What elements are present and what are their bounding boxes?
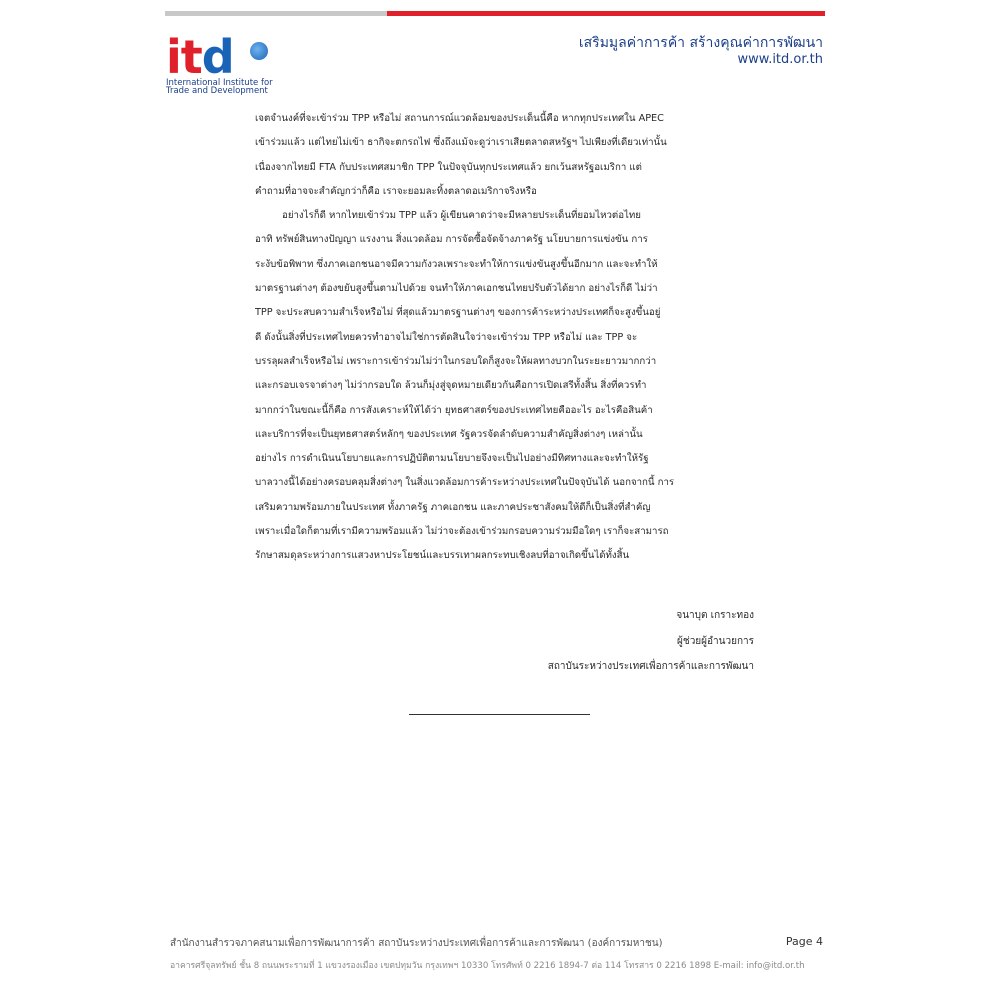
document-body — [255, 107, 760, 569]
body-line: อย่างไร การดำเนินนโยบายและการปฏิบัติตามนโยบายจึงจะเป็นไปอย่างมีทิศทางและจะทำให้รัฐ — [255, 453, 649, 465]
header-bar-red — [387, 11, 825, 16]
body-line: ระงับข้อพิพาท ซึ่งภาคเอกชนอาจมีความกังวลเพราะจะทำให้การแข่งขันสูงขึ้นอีกมาก และจะทำให้ — [255, 258, 658, 270]
body-line: อาทิ ทรัพย์สินทางปัญญา แรงงาน สิ่งแวดล้อม การจัดซื้อจัดจ้างภาครัฐ นโยบายการแข่งขัน การ — [255, 234, 648, 246]
body-line: และกรอบเจรจาต่างๆ ไม่ว่ากรอบใด ล้วนก็มุ่งสู่จุดหมายเดียวกันคือการเปิดเสรีทั้งสิ้น สิ่งที่ควรทำ — [255, 380, 647, 392]
globe-icon — [250, 42, 268, 60]
body-line: ดี ดังนั้นสิ่งที่ประเทศไทยควรทำอาจไม่ใช่การตัดสินใจว่าจะเข้าร่วม TPP หรือไม่ และ TPP จะ — [255, 331, 638, 343]
signature-position: ผู้ช่วยผู้อำนวยการ — [677, 636, 754, 647]
header-bar-grey — [165, 11, 387, 16]
body-line: บาลวางนี้ได้อย่างครอบคลุมสิ่งต่างๆ ในสิ่งแวดล้อมการค้าระหว่างประเทศในปัจจุบันได้ นอกจากนี้ การ — [255, 477, 675, 489]
logo-subtitle-line1: International Institute for — [166, 78, 273, 88]
body-line: มาตรฐานต่างๆ ต้องขยับสูงขึ้นตามไปด้วย จนทำให้ภาคเอกชนไทยปรับตัวได้ยาก อย่างไรก็ดี ไม่ว่า — [255, 283, 658, 295]
body-line: เพราะเมื่อใดก็ตามที่เรามีความพร้อมแล้ว ไม่ว่าจะต้องเข้าร่วมกรอบความร่วมมือใดๆ เราก็จะสามารถ — [255, 526, 669, 538]
body-line: บรรลุผลสำเร็จหรือไม่ เพราะการเข้าร่วมไม่ว่าในกรอบใดก็สูงจะให้ผลทางบวกในระยะยาวมากกว่า — [255, 355, 657, 367]
paragraph-start-line: อย่างไรก็ดี หากไทยเข้าร่วม TPP แล้ว ผู้เขียนคาดว่าจะมีหลายประเด็นที่ยอมไหวต่อไทย — [282, 210, 641, 222]
footer-address: อาคารศรีจุลทรัพย์ ชั้น 8 ถนนพระรามที่ 1 แขวงรองเมือง เขตปทุมวัน กรุงเทพฯ 10330 โทรศัพท์ 0 2216 1894-7 ต่อ 114 โทรสาร 0 2216 1898 E-mail: info@itd.or.th — [170, 961, 805, 971]
divider-line — [409, 714, 590, 715]
logo-subtitle-line2: Trade and Development — [166, 86, 268, 96]
logo-subtitle — [166, 79, 273, 95]
body-line: เนื่องจากไทยมี FTA กับประเทศสมาชิก TPP ในปัจจุบันทุกประเทศแล้ว ยกเว้นสหรัฐอเมริกา แต่ — [255, 161, 642, 173]
signature-organization: สถาบันระหว่างประเทศเพื่อการค้าและการพัฒนา — [547, 661, 754, 672]
body-line: รักษาสมดุลระหว่างการแสวงหาประโยชน์และบรรเทาผลกระทบเชิงลบที่อาจเกิดขึ้นได้ทั้งสิ้น — [255, 550, 630, 562]
logo-wordmark: itd — [166, 30, 234, 84]
page-number: Page 4 — [785, 935, 823, 948]
body-line: เข้าร่วมแล้ว แต่ไทยไม่เข้า ธากิจะตกรถไฟ ซึ่งถึงแม้จะดูว่าเราเสียตลาดสหรัฐฯ ไปเพียงที่เดียวเท่านั้น — [255, 137, 667, 149]
itd-logo — [166, 30, 296, 104]
header-color-bar — [165, 11, 825, 16]
signature-name: จนาบุต เกราะทอง — [676, 610, 754, 621]
header-slogan: เสริมมูลค่าการค้า สร้างคุณค่าการพัฒนา — [578, 35, 823, 51]
footer-organization: สำนักงานสำรวจภาคสนามเพื่อการพัฒนาการค้า สถาบันระหว่างประเทศเพื่อการค้าและการพัฒนา (องค์การมหาชน) — [170, 938, 663, 949]
header-website: www.itd.or.th — [737, 52, 823, 67]
body-line: และบริการที่จะเป็นยุทธศาสตร์หลักๆ ของประเทศ รัฐควรจัดลำดับความสำคัญสิ่งต่างๆ เหล่านั้น — [255, 428, 643, 440]
body-line: เจตจำนงค์ที่จะเข้าร่วม TPP หรือไม่ สถานการณ์แวดล้อมของประเด็นนี้คือ หากทุกประเทศใน APEC — [255, 113, 664, 124]
body-line: มากกว่าในขณะนี้ก็คือ การสังเคราะห์ให้ได้ว่า ยุทธศาสตร์ของประเทศไทยคืออะไร อะไรคือสินค้า — [255, 404, 653, 416]
body-line: เสริมความพร้อมภายในประเทศ ทั้งภาครัฐ ภาคเอกชน และภาคประชาสังคมให้ดีก็เป็นสิ่งที่สำคัญ — [255, 501, 651, 513]
body-line: TPP จะประสบความสำเร็จหรือไม่ ที่สุดแล้วมาตรฐานต่างๆ ของการค้าระหว่างประเทศก็จะสูงขึ้นอยู่ — [255, 307, 661, 319]
body-line: คำถามที่อาจจะสำคัญกว่าก็คือ เราจะยอมละทิ้งตลาดอเมริกาจริงหรือ — [255, 185, 537, 197]
